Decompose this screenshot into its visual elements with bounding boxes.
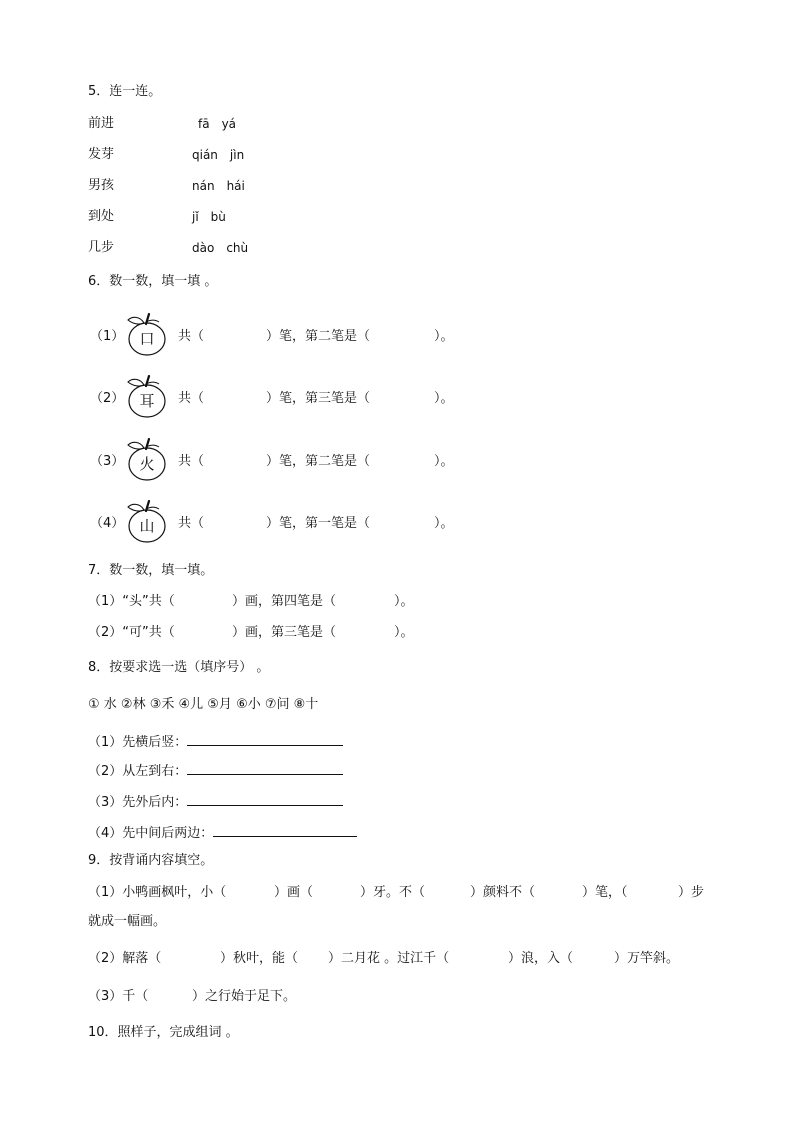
q6-item-4-char: 山 (139, 517, 155, 535)
answer-blank[interactable] (213, 823, 357, 837)
q6-item-3-text-a: 共（ (178, 454, 205, 469)
q7-item-1-text-b: ）画，第四笔是（ (232, 594, 337, 609)
q9-line1-continued: 就成一幅画。 (88, 914, 167, 929)
q6-item-2-text-a: 共（ (178, 391, 205, 406)
q9-line2-seg4: ）浪，入（ (508, 951, 574, 966)
q6-item-3-char: 火 (139, 455, 155, 473)
q5-word-3: 男孩 (88, 178, 115, 193)
q10-title: 10．照样子，完成组词 。 (88, 1025, 239, 1040)
q6-item-1-text-a: 共（ (178, 329, 205, 344)
q6-item-1-number: （1） (90, 329, 125, 344)
q8-item-3 (88, 792, 343, 811)
q6-item-2-number: （2） (90, 391, 125, 406)
q5-pinyin-5: dào chù (192, 241, 249, 255)
q8-item-2 (88, 761, 343, 780)
q5-word-4: 到处 (88, 209, 115, 224)
q9-line1-seg2: ）画（ (274, 885, 314, 900)
q6-item-4-text-a: 共（ (178, 516, 205, 531)
q9-line3-seg2: ）之行始于足下。 (192, 989, 297, 1004)
q9-line2-seg3: ）二月花 。过江千（ (328, 951, 450, 966)
q7-item-2-text-b: ）画，第三笔是（ (232, 625, 337, 640)
q5-word-1: 前进 (88, 116, 115, 131)
q8-title: 8．按要求选一选（填序号） 。 (88, 660, 270, 675)
q6-item-1-char: 口 (139, 330, 155, 348)
q9-line1-seg1: （1）小鸭画枫叶，小（ (88, 885, 227, 900)
q7-item-2-text-a: （2）“可”共（ (88, 625, 175, 640)
apple-character-frame (122, 374, 174, 420)
apple-character-frame (122, 312, 174, 358)
q5-pinyin-4: jǐ bù (192, 210, 226, 224)
q8-item-4 (88, 823, 357, 842)
q7-item-1-text-a: （1）“头”共（ (88, 594, 175, 609)
q8-options: ① 水 ②林 ③禾 ④儿 ⑤月 ⑥小 ⑦问 ⑧十 (88, 697, 319, 712)
q9-line2-seg5: ）万竿斜。 (614, 951, 680, 966)
q6-item-1-text-c: ）。 (434, 329, 454, 344)
q9-line1-seg5: ）笔，（ (582, 885, 628, 900)
q6-item-2-text-b: ）笔，第三笔是（ (266, 391, 371, 406)
q9-line3-seg1: （3）千（ (88, 989, 149, 1004)
q7-item-2-text-c: ）。 (394, 625, 414, 640)
q8-item-1-label: （1）先横后竖： (88, 735, 188, 750)
q9-title: 9．按背诵内容填空。 (88, 853, 214, 868)
q8-item-4-label: （4）先中间后两边： (88, 826, 214, 841)
q9-line1-seg4: ）颜料不（ (470, 885, 536, 900)
q9-line1-seg3: ）牙。不（ (360, 885, 426, 900)
q5-pinyin-1: fā yá (198, 117, 237, 131)
q5-title: 5．连一连。 (88, 84, 162, 99)
q6-item-3-text-b: ）笔，第二笔是（ (266, 454, 371, 469)
q9-line2-seg2: ）秋叶，能（ (220, 951, 299, 966)
q6-item-4-text-b: ）笔，第一笔是（ (266, 516, 371, 531)
q6-item-3-text-c: ）。 (434, 454, 454, 469)
answer-blank[interactable] (187, 732, 343, 746)
q6-item-1-text-b: ）笔，第二笔是（ (266, 329, 371, 344)
apple-character-frame (122, 437, 174, 483)
q8-item-2-label: （2）从左到右： (88, 764, 188, 779)
q7-item-1-text-c: ）。 (394, 594, 414, 609)
q6-title: 6．数一数，填一填 。 (88, 274, 218, 289)
q6-item-4-text-c: ）。 (434, 516, 454, 531)
answer-blank[interactable] (187, 761, 343, 775)
q5-word-5: 几步 (88, 240, 115, 255)
q6-item-2-text-c: ）。 (434, 391, 454, 406)
q8-item-1 (88, 732, 343, 751)
q5-pinyin-2: qián jìn (192, 148, 245, 162)
q9-line2-seg1: （2）解落（ (88, 951, 162, 966)
q5-pinyin-3: nán hái (192, 179, 245, 193)
q9-line1-seg6: ）步 (678, 885, 705, 900)
q6-item-4-number: （4） (90, 516, 125, 531)
q5-word-2: 发芽 (88, 147, 115, 162)
q7-title: 7．数一数，填一填。 (88, 563, 214, 578)
q6-item-3-number: （3） (90, 454, 125, 469)
answer-blank[interactable] (187, 792, 343, 806)
apple-character-frame (122, 499, 174, 545)
q8-item-3-label: （3）先外后内： (88, 795, 188, 810)
q6-item-2-char: 耳 (139, 392, 155, 410)
